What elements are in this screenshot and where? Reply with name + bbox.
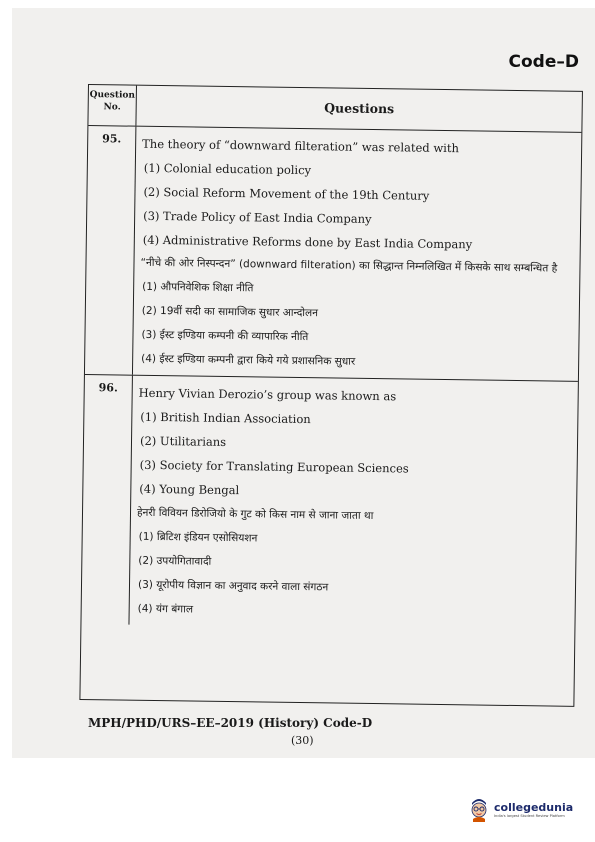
option-text: यूरोपीय विज्ञान का अनुवाद करने वाला संगठन bbox=[156, 579, 329, 594]
option-number: (3) bbox=[141, 328, 157, 341]
option-text: Colonial education policy bbox=[163, 161, 312, 178]
option-number: (2) bbox=[138, 554, 154, 567]
option-text: Trade Policy of East India Company bbox=[163, 209, 372, 226]
option-text: Administrative Reforms done by East India Company bbox=[162, 233, 473, 252]
option-number: (1) bbox=[140, 409, 157, 424]
option-hi-4 bbox=[136, 597, 569, 627]
option-number: (3) bbox=[137, 578, 153, 591]
option-number: (4) bbox=[139, 481, 156, 496]
option-number: (3) bbox=[139, 457, 157, 472]
question-stem-hi: “नीचे की ओर निस्पन्दन” (downward filteration) का सिद्धान्त निम्नलिखित में किसके साथ सम्बन्धित है bbox=[140, 256, 558, 275]
option-text: उपयोगितावादी bbox=[156, 555, 212, 568]
option-text: British Indian Association bbox=[160, 410, 311, 427]
question-table bbox=[79, 84, 583, 707]
option-number: (1) bbox=[138, 530, 154, 543]
option-number: (2) bbox=[141, 304, 157, 317]
brand-tagline: India's largest Student Review Platform bbox=[494, 813, 565, 818]
option-number: (1) bbox=[143, 160, 161, 176]
option-text: Society for Translating European Sciences bbox=[159, 458, 409, 476]
option-text: ब्रिटिश इंडियन एसोसियशन bbox=[156, 531, 258, 545]
question-number: 96. bbox=[81, 375, 132, 625]
question-stem-hi: हेनरी विवियन डिरोजियो के गुट को किस नाम से जाना जाता था bbox=[136, 506, 374, 523]
exam-footer: MPH/PHD/URS–EE–2019 (History) Code-D bbox=[88, 716, 373, 730]
question-body bbox=[133, 127, 581, 381]
option-hi-4 bbox=[139, 347, 572, 377]
option-text: 19वीं सदी का सामाजिक सुधार आन्दोलन bbox=[159, 305, 319, 320]
option-text: Utilitarians bbox=[159, 434, 227, 449]
option-text: औपनिवेशिक शिक्षा नीति bbox=[160, 281, 254, 295]
option-text: ईस्ट इण्डिया कम्पनी की व्यापारिक नीति bbox=[159, 329, 309, 344]
option-number: (1) bbox=[142, 280, 158, 293]
option-number: (3) bbox=[143, 208, 160, 224]
option-number: (4) bbox=[141, 352, 157, 365]
option-number: (4) bbox=[142, 232, 160, 248]
option-text: Young Bengal bbox=[159, 482, 240, 498]
brand-name: collegedunia bbox=[494, 800, 574, 814]
question-row-96 bbox=[81, 375, 577, 631]
question-stem-en: Henry Vivian Derozio’s group was known as bbox=[138, 385, 397, 404]
table-header bbox=[88, 85, 582, 133]
question-body bbox=[129, 376, 577, 631]
option-text: Social Reform Movement of the 19th Century bbox=[163, 185, 430, 203]
option-number: (4) bbox=[137, 602, 153, 615]
paper-code: Code–D bbox=[508, 52, 579, 72]
option-text: ईस्ट इण्डिया कम्पनी द्वारा किये गये प्रशासनिक सुधार bbox=[159, 353, 356, 368]
question-row-95 bbox=[85, 126, 581, 382]
question-stem-en: The theory of “downward filteration” was related with bbox=[142, 136, 460, 156]
question-number: 95. bbox=[85, 126, 136, 375]
brand-watermark[interactable] bbox=[468, 796, 573, 822]
page-number: (30) bbox=[291, 734, 314, 747]
questions-header: Questions bbox=[324, 100, 395, 117]
option-number: (2) bbox=[143, 184, 160, 200]
question-no-header: Question No. bbox=[88, 85, 137, 126]
option-number: (2) bbox=[139, 433, 157, 448]
student-face-logo-icon bbox=[468, 796, 490, 822]
option-text: यंग बंगाल bbox=[155, 602, 194, 616]
